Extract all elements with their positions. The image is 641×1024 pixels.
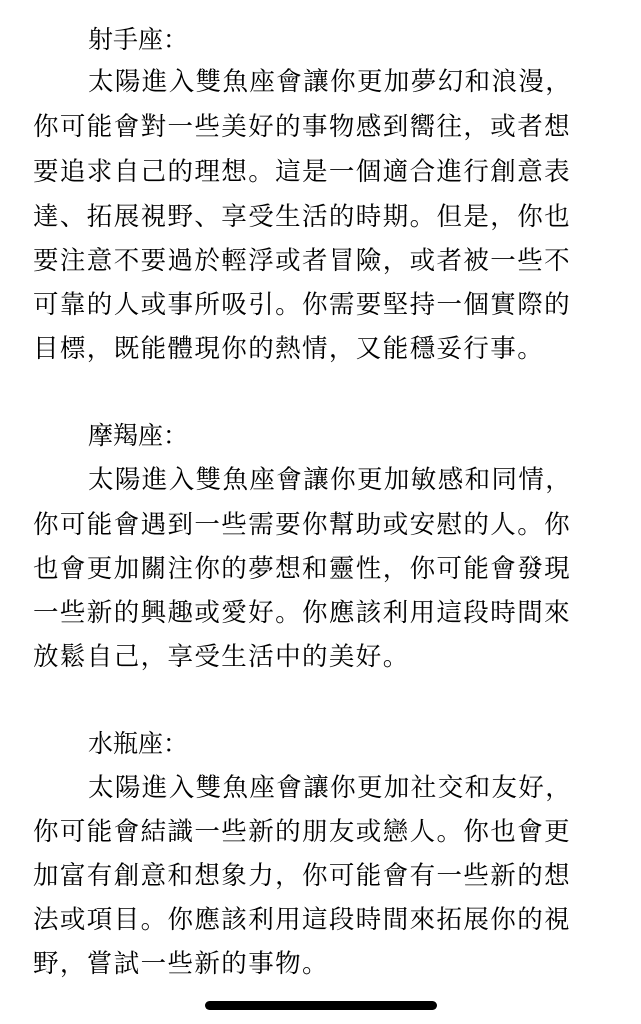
paragraph-line: 法或項目。你應該利用這段時間來拓展你的視 — [33, 905, 572, 935]
paragraph-line: 野，嘗試一些新的事物。 — [33, 949, 329, 979]
paragraph-line: 也會更加關注你的夢想和靈性，你可能會發現 — [33, 554, 572, 584]
sign-heading: 水瓶座： — [88, 729, 189, 758]
paragraph-line: 太陽進入雙魚座會讓你更加敏感和同情， — [88, 465, 573, 495]
paragraph-line: 目標，既能體現你的熱情，又能穩妥行事。 — [33, 334, 545, 364]
paragraph-line: 太陽進入雙魚座會讓你更加社交和友好， — [88, 773, 573, 803]
home-indicator[interactable] — [205, 1001, 437, 1010]
paragraph-line: 要追求自己的理想。這是一個適合進行創意表 — [33, 157, 572, 187]
paragraph-line: 可靠的人或事所吸引。你需要堅持一個實際的 — [33, 290, 572, 320]
paragraph-line: 放鬆自己，享受生活中的美好。 — [33, 642, 410, 672]
paragraph-line: 太陽進入雙魚座會讓你更加夢幻和浪漫， — [88, 67, 573, 97]
sign-heading: 摩羯座： — [88, 421, 189, 450]
paragraph-line: 你可能會結識一些新的朋友或戀人。你也會更 — [33, 817, 572, 847]
paragraph-line: 加富有創意和想象力，你可能會有一些新的想 — [33, 861, 572, 891]
paragraph-line: 你可能會對一些美好的事物感到嚮往，或者想 — [33, 112, 572, 142]
paragraph-line: 一些新的興趣或愛好。你應該利用這段時間來 — [33, 598, 572, 628]
paragraph-line: 你可能會遇到一些需要你幫助或安慰的人。你 — [33, 510, 572, 540]
paragraph-line: 要注意不要過於輕浮或者冒險，或者被一些不 — [33, 246, 572, 276]
sign-heading: 射手座： — [88, 25, 189, 54]
paragraph-line: 達、拓展視野、享受生活的時期。但是，你也 — [33, 202, 572, 232]
